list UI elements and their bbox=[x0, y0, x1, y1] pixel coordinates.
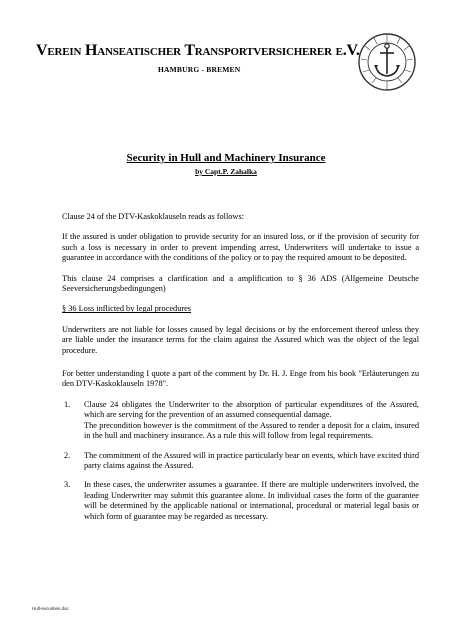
list-item bbox=[62, 400, 419, 442]
document-author: by Capt.P. Zahalka bbox=[195, 167, 257, 176]
list-item-text: Clause 24 obligates the Underwriter to the absorption of particular expenditures of the Assured, which are serving for the prevention of an assumed consequential damage. bbox=[84, 399, 419, 420]
paragraph-intro: Clause 24 of the DTV-Kaskoklauseln reads as follows: bbox=[62, 212, 244, 221]
list-item-number: 1. bbox=[64, 399, 71, 409]
list-item-number: 3. bbox=[64, 480, 71, 490]
organization-name: Verein Hanseatischer Transportversicherer e.V. bbox=[36, 42, 360, 59]
document-body bbox=[62, 212, 419, 531]
paragraph-clause-text: If the assured is under obligation to provide security for an insured loss, or if the provision of security for such a loss is necessary in order to prevent impending arrest, Underwriters will undertake to issue a guarantee in accordance with the conditions of the policy or to pay the required amount to be deposited. bbox=[62, 232, 419, 263]
list-item-number: 2. bbox=[64, 450, 71, 460]
list-item-text: The precondition however is the commitment of the Assured to render a deposit for a claim, insured in the hull and machinery insurance. As a rule this will follow from legal requirements. bbox=[84, 420, 419, 441]
list-item-text: The commitment of the Assured will in practice particularly bear on events, which have excited third party claims against the Assured. bbox=[84, 450, 419, 470]
list-item-text: In these cases, the underwriter assumes a guarantee. If there are multiple underwriters involved, the leading Underwriter may submit this guarantee alone. In individual cases the form of the guarantee will be determined by the applicable national or international, procedural or material legal basis or which form of guarantee may be regarded as necessary. bbox=[84, 480, 419, 521]
comment-list bbox=[62, 400, 419, 522]
list-item bbox=[62, 480, 419, 522]
paragraph-clarification: This clause 24 comprises a clarification and a amplification to § 36 ADS (Allgemeine Deutsche Seeversicherungsbedingungen) bbox=[62, 273, 419, 294]
organization-city: HAMBURG - BREMEN bbox=[158, 65, 241, 74]
paragraph-quote-intro: For better understanding I quote a part of the comment by Dr. H. J. Enge from his book "Erläuterungen zu den DTV-Kaskoklauseln 1978". bbox=[62, 369, 419, 389]
document-title: Security in Hull and Machinery Insurance bbox=[126, 152, 326, 164]
list-item bbox=[62, 451, 419, 472]
section-heading: § 36 Loss inflicted by legal procedures bbox=[62, 304, 192, 314]
footer-filename: Hull-securities.doc bbox=[32, 606, 69, 611]
paragraph-liability: Underwriters are not liable for losses caused by legal decisions or by the enforcement thereof unless they are liable under the insurance terms for the claim against the Assured which was the object of the legal procedure. bbox=[62, 324, 419, 355]
association-seal-anchor-icon bbox=[357, 32, 417, 92]
